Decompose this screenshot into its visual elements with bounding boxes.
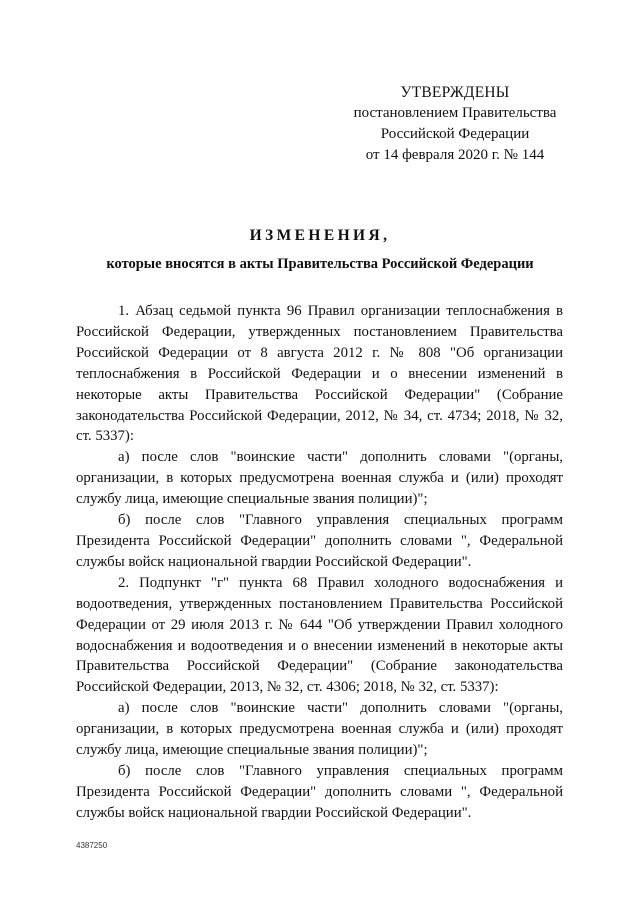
approval-title: УТВЕРЖДЕНЫ — [400, 84, 510, 101]
document-title: ИЗМЕНЕНИЯ, — [249, 227, 391, 244]
paragraph-1: 1. Абзац седьмой пункта 96 Правил организации теплоснабжения в Российской Федерации, утвержденных постановлением Правительства Российской Федерации от 8 августа 2012 г. № 808 "Об организации теплоснабжения в Российской Федерации и о внесении изменений в некоторые акты Правительства Российской Федерации" (Собрание законодательства Российской Федерации, 2012, № 34, ст. 4734; 2018, № 32, ст. 5337): — [76, 303, 563, 445]
approval-line-1: постановлением Правительства — [353, 105, 557, 121]
document-body — [76, 301, 563, 824]
paragraph-2a: а) после слов "воинские части" дополнить словами "(органы, организации, в которых предусмотрена военная служба и (или) проходят службу лица, имеющие специальные звания полиции)"; — [76, 700, 563, 759]
paragraph-2: 2. Подпункт "г" пункта 68 Правил холодного водоснабжения и водоотведения, утвержденных постановлением Правительства Российской Федерации от 29 июля 2013 г. № 644 "Об утверждении Правил холодного водоснабжения и водоотведения и о внесении изменений в некоторые акты Правительства Российской Федерации" (Собрание законодательства Российской Федерации, 2013, № 32, ст. 4306; 2018, № 32, ст. 5337): — [76, 574, 563, 696]
paragraph-2b: б) после слов "Главного управления специальных программ Президента Российской Федерации" дополнить словами ", Федеральной службы войск национальной гвардии Российской Федерации". — [76, 762, 563, 821]
approval-date-line: от 14 февраля 2020 г. № 144 — [365, 147, 545, 163]
paragraph-1b: б) после слов "Главного управления специальных программ Президента Российской Федерации" дополнить словами ", Федеральной службы войск национальной гвардии Российской Федерации". — [76, 512, 563, 570]
document-number: 4387250 — [76, 841, 108, 850]
approval-stamp — [330, 82, 580, 166]
document-subtitle: которые вносятся в акты Правительства Российской Федерации — [106, 256, 534, 272]
paragraph-1a: а) после слов "воинские части" дополнить словами "(органы, организации, в которых предусмотрена военная служба и (или) проходят службу лица, имеющие специальные звания полиции)"; — [76, 449, 563, 508]
approval-line-2: Российской Федерации — [380, 126, 530, 142]
